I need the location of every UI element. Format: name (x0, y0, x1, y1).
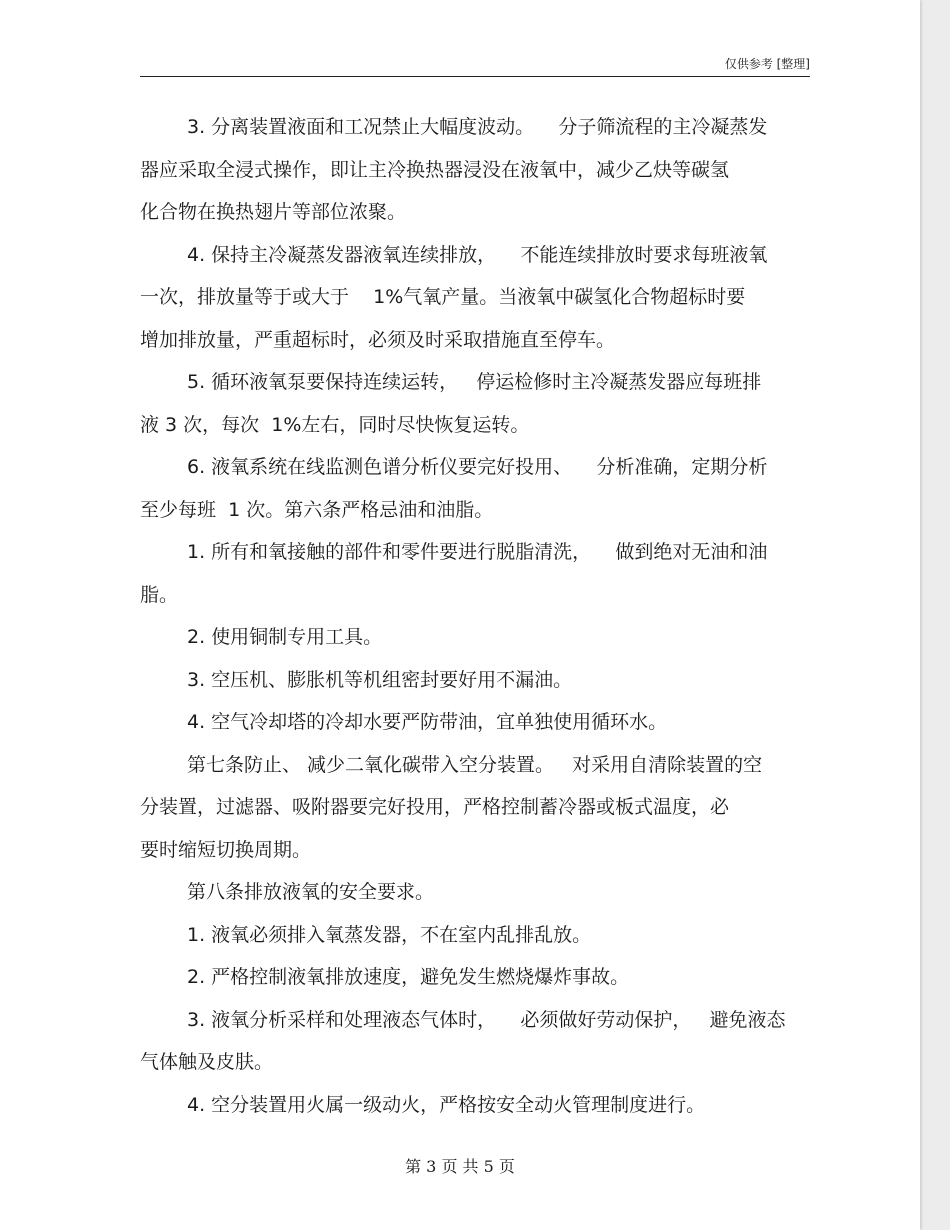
text-line: 分装置，过滤器、吸附器要完好投用，严格控制蓄冷器或板式温度，必 (140, 796, 730, 818)
text-line: 增加排放量，严重超标时，必须及时采取措施直至停车。 (140, 328, 616, 351)
text-line: 4. 保持主冷凝蒸发器液氧连续排放， 不能连续排放时要求每班液氧 (187, 243, 768, 266)
text-line: 化合物在换热翅片等部位浓聚。 (140, 201, 407, 223)
text-line: 要时缩短切换周期。 (140, 838, 312, 861)
text-line: 1. 液氧必须排入氧蒸发器，不在室内乱排乱放。 (187, 923, 592, 946)
text-line: 脂。 (140, 583, 179, 606)
text-line: 第七条防止、 减少二氧化碳带入空分装置。 对采用自清除装置的空 (187, 753, 763, 776)
page-footer: 第 3 页 共 5 页 (405, 1157, 515, 1176)
text-line: 4. 空分装置用火属一级动火，严格按安全动火管理制度进行。 (187, 1093, 706, 1116)
text-line: 一次，排放量等于或大于 1%气氧产量。当液氧中碳氢化合物超标时要 (140, 286, 746, 308)
text-line: 器应采取全浸式操作，即让主冷换热器浸没在液氧中，减少乙炔等碳氢 (140, 158, 730, 181)
text-line: 5. 循环液氧泵要保持连续运转， 停运检修时主冷凝蒸发器应每班排 (187, 371, 762, 393)
text-line: 气体触及皮肤。 (140, 1051, 274, 1073)
text-line: 3. 空压机、膨胀机等机组密封要好用不漏油。 (187, 668, 573, 691)
text-line: 3. 分离装置液面和工况禁止大幅度波动。 分子筛流程的主冷凝蒸发 (187, 116, 768, 138)
text-line: 第八条排放液氧的安全要求。 (187, 881, 435, 903)
page-header: 仅供参考 [整理] (140, 52, 810, 77)
text-line: 3. 液氧分析采样和处理液态气体时， 必须做好劳动保护， 避免液态 (187, 1008, 786, 1031)
text-line: 2. 使用铜制专用工具。 (187, 626, 383, 648)
text-line: 1. 所有和氧接触的部件和零件要进行脱脂清洗， 做到绝对无油和油 (187, 541, 768, 563)
text-line: 6. 液氧系统在线监测色谱分析仪要完好投用、 分析准确，定期分析 (187, 456, 768, 478)
text-line: 4. 空气冷却塔的冷却水要严防带油，宜单独使用循环水。 (187, 711, 668, 733)
text-line: 2. 严格控制液氧排放速度，避免发生燃烧爆炸事故。 (187, 966, 630, 988)
document-body (140, 106, 810, 1126)
text-line: 液 3 次，每次 1%左右，同时尽快恢复运转。 (140, 413, 530, 436)
text-line: 至少每班 1 次。第六条严格忌油和油脂。 (140, 498, 494, 521)
